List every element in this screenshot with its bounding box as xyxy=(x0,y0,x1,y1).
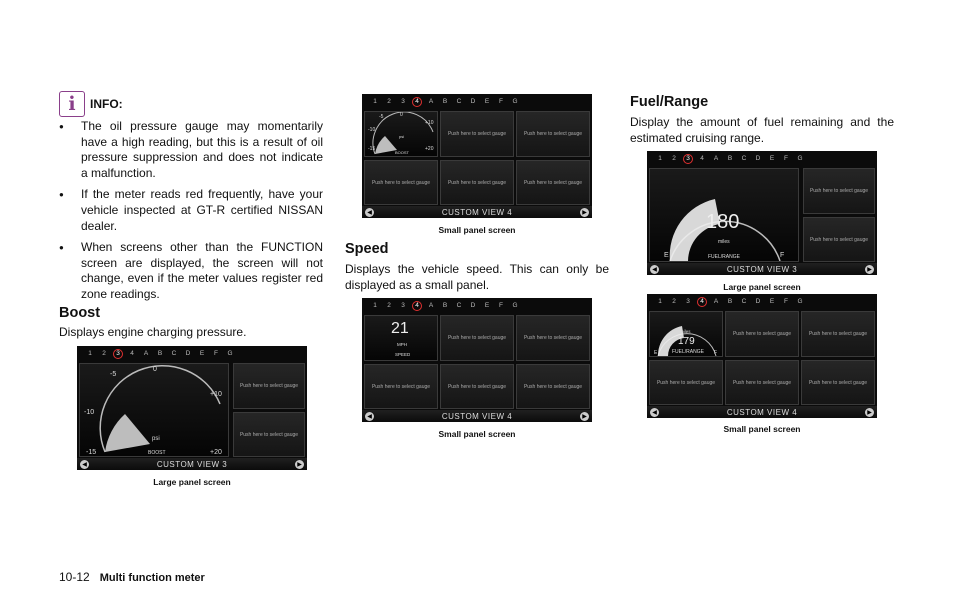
left-arrow-icon[interactable]: ◀ xyxy=(650,265,659,274)
speed-label: SPEED xyxy=(395,352,411,357)
select-gauge-cell[interactable]: Push here to select gauge xyxy=(233,412,305,457)
tick-label: +20 xyxy=(425,146,434,152)
tab-2[interactable]: 2 xyxy=(102,350,106,357)
tab-3[interactable]: 3 xyxy=(686,298,690,305)
tab-g[interactable]: G xyxy=(797,298,803,305)
tab-2[interactable]: 2 xyxy=(672,155,676,162)
tab-g[interactable]: G xyxy=(227,350,233,357)
tab-3[interactable]: 3 xyxy=(113,349,123,359)
select-gauge-cell[interactable]: Push here to select gauge xyxy=(440,111,514,157)
fuel-value: 180 xyxy=(706,211,740,233)
fuel-unit: miles xyxy=(718,239,730,245)
select-gauge-cell[interactable]: Push here to select gauge xyxy=(725,311,799,357)
tab-1[interactable]: 1 xyxy=(658,298,662,305)
speed-heading: Speed xyxy=(345,241,389,257)
info-list xyxy=(59,119,323,309)
screen-footer: CUSTOM VIEW 3 xyxy=(77,458,307,470)
tick-label: +10 xyxy=(425,120,434,126)
select-gauge-cell[interactable]: Push here to select gauge xyxy=(803,217,875,262)
tab-c[interactable]: C xyxy=(171,350,177,357)
select-gauge-cell[interactable]: Push here to select gauge xyxy=(649,360,723,405)
select-gauge-cell[interactable]: Push here to select gauge xyxy=(803,168,875,214)
tab-g[interactable]: G xyxy=(512,98,518,105)
tab-d[interactable]: D xyxy=(470,98,476,105)
tab-a[interactable]: A xyxy=(428,302,434,309)
fuel-value: 179 xyxy=(678,336,695,347)
tab-a[interactable]: A xyxy=(428,98,434,105)
top-small-caption: Small panel screen xyxy=(438,225,516,235)
gauge-label: BOOST xyxy=(395,150,410,155)
tick-label: -5 xyxy=(110,371,117,378)
tick-label: -10 xyxy=(84,409,95,416)
left-arrow-icon[interactable]: ◀ xyxy=(365,412,374,421)
tab-4[interactable]: 4 xyxy=(412,97,422,107)
tab-3[interactable]: 3 xyxy=(401,302,405,309)
page-number: 10-12 xyxy=(59,570,90,584)
fuel-large-caption: Large panel screen xyxy=(723,282,801,292)
tab-1[interactable]: 1 xyxy=(658,155,662,162)
tab-a[interactable]: A xyxy=(713,155,719,162)
section-title: Multi function meter xyxy=(99,572,205,584)
boost-dial-icon xyxy=(80,364,229,457)
tab-c[interactable]: C xyxy=(456,98,462,105)
tab-4[interactable]: 4 xyxy=(700,155,704,162)
tab-a[interactable]: A xyxy=(713,298,719,305)
right-arrow-icon[interactable]: ▶ xyxy=(865,265,874,274)
tab-3[interactable]: 3 xyxy=(401,98,405,105)
fuel-text: Display the amount of fuel remaining and the estimated cruising range. xyxy=(630,115,894,145)
tab-c[interactable]: C xyxy=(741,298,747,305)
tick-label: +10 xyxy=(210,391,222,398)
tab-d[interactable]: D xyxy=(185,350,191,357)
left-arrow-icon[interactable]: ◀ xyxy=(80,460,89,469)
select-gauge-cell[interactable]: Push here to select gauge xyxy=(364,160,438,205)
speed-gauge[interactable] xyxy=(364,315,438,361)
tab-g[interactable]: G xyxy=(512,302,518,309)
select-gauge-cell[interactable]: Push here to select gauge xyxy=(516,111,590,157)
page-footer xyxy=(59,570,205,584)
screen-footer: CUSTOM VIEW 3 xyxy=(647,263,877,275)
tab-d[interactable]: D xyxy=(470,302,476,309)
tab-4[interactable]: 4 xyxy=(412,301,422,311)
tab-b[interactable]: B xyxy=(727,298,733,305)
speed-small-screen xyxy=(362,298,592,422)
fuel-empty-mark: E xyxy=(654,350,658,356)
right-arrow-icon[interactable]: ▶ xyxy=(865,408,874,417)
fuel-large-screen xyxy=(647,151,877,275)
left-arrow-icon[interactable]: ◀ xyxy=(650,408,659,417)
tab-3[interactable]: 3 xyxy=(683,154,693,164)
tab-b[interactable]: B xyxy=(442,98,448,105)
tab-e[interactable]: E xyxy=(199,350,205,357)
select-gauge-cell[interactable]: Push here to select gauge xyxy=(516,160,590,205)
boost-heading: Boost xyxy=(59,305,101,321)
boost-caption: Large panel screen xyxy=(153,477,231,487)
boost-large-screen xyxy=(77,346,307,470)
tab-2[interactable]: 2 xyxy=(672,298,676,305)
tab-f[interactable]: F xyxy=(499,98,503,105)
right-arrow-icon[interactable]: ▶ xyxy=(295,460,304,469)
fuel-heading: Fuel/Range xyxy=(630,94,709,110)
gauge-unit: psi xyxy=(399,134,405,139)
info-icon: i xyxy=(59,91,85,117)
select-gauge-cell[interactable]: Push here to select gauge xyxy=(516,364,590,409)
fuel-full-mark: F xyxy=(780,252,785,259)
speed-caption: Small panel screen xyxy=(438,429,516,439)
gauge-label: BOOST xyxy=(148,450,166,456)
tab-c[interactable]: C xyxy=(741,155,747,162)
tab-e[interactable]: E xyxy=(769,298,775,305)
tick-label: -15 xyxy=(86,449,97,456)
fuel-unit: miles xyxy=(680,329,691,334)
tab-1[interactable]: 1 xyxy=(373,302,377,309)
tab-g[interactable]: G xyxy=(797,155,803,162)
tab-a[interactable]: A xyxy=(143,350,149,357)
left-arrow-icon[interactable]: ◀ xyxy=(365,208,374,217)
select-gauge-cell[interactable]: Push here to select gauge xyxy=(440,364,514,409)
tick-label: +20 xyxy=(210,449,222,456)
tick-label: 0 xyxy=(153,366,157,373)
tab-1[interactable]: 1 xyxy=(373,98,377,105)
tab-b[interactable]: B xyxy=(727,155,733,162)
tick-label: -5 xyxy=(379,114,384,120)
fuel-label: FUEL/RANGE xyxy=(672,349,704,355)
tab-1[interactable]: 1 xyxy=(88,350,92,357)
gauge-unit: psi xyxy=(152,436,160,442)
fuel-gauge[interactable] xyxy=(649,168,799,262)
speed-text: Displays the vehicle speed. This can only be displayed as a small panel. xyxy=(345,262,609,292)
select-gauge-cell[interactable]: Push here to select gauge xyxy=(364,364,438,409)
tab-e[interactable]: E xyxy=(484,98,490,105)
tab-f[interactable]: F xyxy=(784,298,788,305)
select-gauge-cell[interactable]: Push here to select gauge xyxy=(801,360,875,405)
select-gauge-cell[interactable]: Push here to select gauge xyxy=(233,363,305,409)
tab-d[interactable]: D xyxy=(755,298,761,305)
right-arrow-icon[interactable]: ▶ xyxy=(580,412,589,421)
tick-label: -15 xyxy=(368,146,376,152)
tab-f[interactable]: F xyxy=(784,155,788,162)
boost-small-gauge[interactable] xyxy=(364,111,438,157)
info-header xyxy=(59,91,123,117)
tick-label: -10 xyxy=(368,127,376,133)
boost-gauge[interactable] xyxy=(79,363,229,457)
tab-bar xyxy=(647,294,877,309)
fuel-label: FUEL/RANGE xyxy=(708,254,740,260)
info-bullet-2: ● If the meter reads red frequently, have your vehicle inspected at GT-R certified NISSAN dealer. xyxy=(59,187,323,234)
tab-bar xyxy=(362,94,592,109)
right-arrow-icon[interactable]: ▶ xyxy=(580,208,589,217)
tab-2[interactable]: 2 xyxy=(387,98,391,105)
top-small-screen xyxy=(362,94,592,218)
speed-unit: MPH xyxy=(397,342,407,347)
select-gauge-cell[interactable]: Push here to select gauge xyxy=(440,160,514,205)
tick-label: 0 xyxy=(400,112,403,118)
tab-2[interactable]: 2 xyxy=(387,302,391,309)
tab-bar xyxy=(647,151,877,166)
boost-text: Displays engine charging pressure. xyxy=(59,325,247,339)
tab-4[interactable]: 4 xyxy=(697,297,707,307)
info-label: INFO: xyxy=(90,97,123,111)
fuel-empty-mark: E xyxy=(664,252,669,259)
fuel-full-mark: F xyxy=(714,350,718,356)
screen-footer: CUSTOM VIEW 4 xyxy=(647,406,877,418)
tab-d[interactable]: D xyxy=(755,155,761,162)
select-gauge-cell[interactable]: Push here to select gauge xyxy=(440,315,514,361)
screen-footer: CUSTOM VIEW 4 xyxy=(362,410,592,422)
select-gauge-cell[interactable]: Push here to select gauge xyxy=(725,360,799,405)
fuel-small-gauge[interactable] xyxy=(649,311,723,357)
tab-b[interactable]: B xyxy=(442,302,448,309)
select-gauge-cell[interactable]: Push here to select gauge xyxy=(801,311,875,357)
fuel-small-screen xyxy=(647,294,877,418)
tab-f[interactable]: F xyxy=(214,350,218,357)
tab-bar xyxy=(77,346,307,361)
tab-f[interactable]: F xyxy=(499,302,503,309)
select-gauge-cell[interactable]: Push here to select gauge xyxy=(516,315,590,361)
fuel-small-caption: Small panel screen xyxy=(723,424,801,434)
tab-bar xyxy=(362,298,592,313)
screen-footer: CUSTOM VIEW 4 xyxy=(362,206,592,218)
tab-b[interactable]: B xyxy=(157,350,163,357)
tab-e[interactable]: E xyxy=(484,302,490,309)
tab-e[interactable]: E xyxy=(769,155,775,162)
tab-4[interactable]: 4 xyxy=(130,350,134,357)
tab-c[interactable]: C xyxy=(456,302,462,309)
info-bullet-1: ● The oil pressure gauge may momentarily have a high reading, but this is a result of oil pressure suppression and does not indicate a malfunction. xyxy=(59,119,323,181)
speed-value: 21 xyxy=(391,320,409,337)
info-bullet-3: ● When screens other than the FUNCTION screen are displayed, the screen will not change, even if the meter values register red zone readings. xyxy=(59,240,323,302)
